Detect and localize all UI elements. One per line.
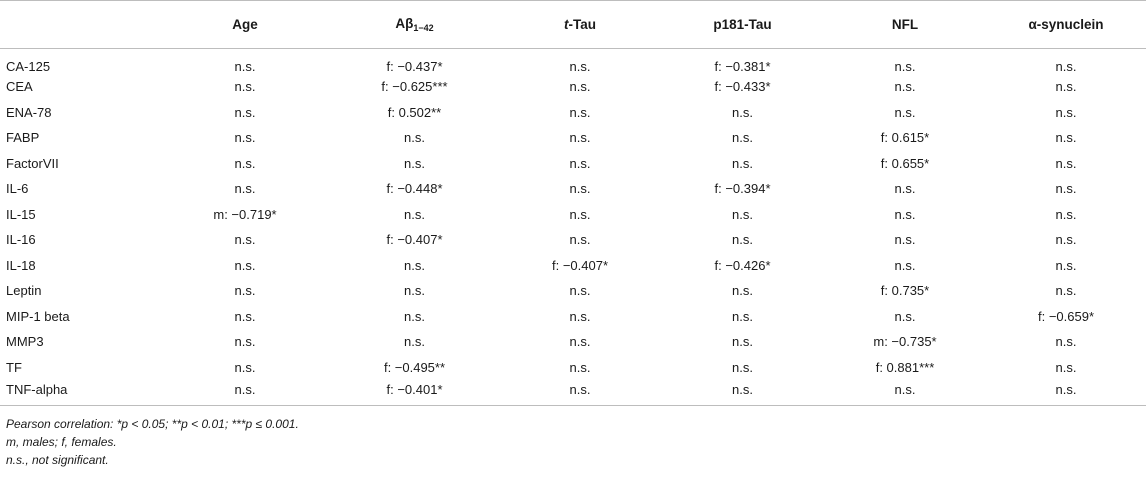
table-row xyxy=(0,380,1146,406)
table-cell: n.s. xyxy=(404,206,425,222)
table-cell: f: −0.394* xyxy=(714,181,771,197)
table-cell: n.s. xyxy=(894,206,916,222)
table-cell: n.s. xyxy=(824,380,986,406)
table-cell: n.s. xyxy=(732,283,753,299)
header-cell-abeta xyxy=(330,1,499,49)
table-cell: n.s. xyxy=(404,283,425,299)
table-cell: f: 0.615* xyxy=(880,130,930,146)
table-cell: f: 0.735* xyxy=(880,283,930,299)
table-cell: n.s. xyxy=(404,155,425,171)
table-cell: n.s. xyxy=(404,257,425,273)
row-label: CA-125 xyxy=(6,58,51,74)
table-cell: n.s. xyxy=(234,334,256,350)
row-label: IL-16 xyxy=(6,232,36,248)
table-row xyxy=(0,49,1146,75)
header-cell-t-tau xyxy=(499,1,661,49)
table-cell: n.s. xyxy=(732,308,753,324)
table-cell: f: −0.401* xyxy=(330,380,499,406)
row-label: TNF-alpha xyxy=(0,380,160,406)
table-row xyxy=(0,74,1146,100)
table-cell: n.s. xyxy=(234,79,256,95)
table-cell: n.s. xyxy=(569,181,591,197)
row-label: FABP xyxy=(6,130,40,146)
header-cell-age: Age xyxy=(160,1,330,49)
row-label: Leptin xyxy=(6,283,42,299)
row-label: TF xyxy=(6,359,22,375)
table-cell: n.s. xyxy=(1055,257,1077,273)
table-row xyxy=(0,151,1146,177)
table-cell: m: −0.719* xyxy=(213,206,277,222)
header-abeta-sub: 1−42 xyxy=(413,23,434,33)
table-cell: n.s. xyxy=(569,58,591,74)
table-cell: n.s. xyxy=(569,104,591,120)
table-cell: n.s. xyxy=(1055,130,1077,146)
table-cell: n.s. xyxy=(732,130,753,146)
header-t-tau-rest: -Tau xyxy=(568,17,596,32)
table-row xyxy=(0,227,1146,253)
footnote-sex-abbrev: m, males; f, females. xyxy=(6,435,117,449)
header-row xyxy=(0,1,1146,49)
table-cell: n.s. xyxy=(234,257,256,273)
table-cell: n.s. xyxy=(894,58,916,74)
table-cell: n.s. xyxy=(894,232,916,248)
table-cell: n.s. xyxy=(234,155,256,171)
row-label: CEA xyxy=(6,79,33,95)
table-cell: n.s. xyxy=(569,359,591,375)
table-cell: n.s. xyxy=(732,359,753,375)
header-t-tau-italic: t xyxy=(564,17,569,32)
table-cell: f: −0.437* xyxy=(386,58,443,74)
table-cell: n.s. xyxy=(404,334,425,350)
table-header xyxy=(0,1,1146,49)
header-cell-p181-tau: p181-Tau xyxy=(661,1,824,49)
table-cell: n.s. xyxy=(404,308,425,324)
table-cell: m: −0.735* xyxy=(873,334,937,350)
table-cell: n.s. xyxy=(894,308,916,324)
table-cell: f: −0.381* xyxy=(714,58,771,74)
table-cell: n.s. xyxy=(1055,334,1077,350)
table-cell: f: −0.407* xyxy=(551,257,609,273)
table-cell: n.s. xyxy=(894,104,916,120)
table-cell: n.s. xyxy=(499,380,661,406)
table-cell: n.s. xyxy=(234,308,256,324)
footnote-pearson: Pearson correlation: *p < 0.05; **p < 0.01; ***p ≤ 0.001. xyxy=(6,417,299,431)
table-cell: f: −0.625*** xyxy=(381,79,448,95)
table-cell: f: −0.433* xyxy=(714,79,771,95)
table-cell: n.s. xyxy=(569,206,591,222)
table-cell: n.s. xyxy=(1055,58,1077,74)
table-cell: n.s. xyxy=(661,380,824,406)
table-cell: n.s. xyxy=(569,130,591,146)
table-cell: n.s. xyxy=(569,308,591,324)
table-cell: n.s. xyxy=(1055,206,1077,222)
table-cell: n.s. xyxy=(569,79,591,95)
table-cell: n.s. xyxy=(894,79,916,95)
table-cell: n.s. xyxy=(1055,283,1077,299)
row-label: MIP-1 beta xyxy=(6,308,70,324)
table-cell: f: 0.655* xyxy=(880,155,930,171)
table-cell: n.s. xyxy=(234,104,256,120)
row-label: FactorVII xyxy=(6,155,59,171)
table-body xyxy=(0,49,1146,406)
table-cell: n.s. xyxy=(1055,181,1077,197)
table-cell: n.s. xyxy=(234,181,256,197)
table-cell: n.s. xyxy=(732,104,753,120)
table-cell: n.s. xyxy=(1055,155,1077,171)
table-cell: n.s. xyxy=(732,334,753,350)
table-cell: n.s. xyxy=(1055,232,1077,248)
row-label: ENA-78 xyxy=(6,104,52,120)
table-cell: n.s. xyxy=(234,58,256,74)
footnote-ns: n.s., not significant. xyxy=(6,453,109,467)
row-label: IL-15 xyxy=(6,206,36,222)
table-row xyxy=(0,355,1146,381)
table-cell: n.s. xyxy=(986,380,1146,406)
table-cell: n.s. xyxy=(1055,79,1077,95)
table-row xyxy=(0,176,1146,202)
table-row xyxy=(0,329,1146,355)
table-row xyxy=(0,125,1146,151)
table-cell: n.s. xyxy=(404,130,425,146)
table-cell: f: −0.495** xyxy=(383,359,446,375)
table-cell: n.s. xyxy=(732,155,753,171)
table-row xyxy=(0,202,1146,228)
table-cell: n.s. xyxy=(1055,359,1077,375)
table-row xyxy=(0,304,1146,330)
table-cell: n.s. xyxy=(732,206,753,222)
header-cell-alpha-synuclein: α-synuclein xyxy=(986,1,1146,49)
table-cell: n.s. xyxy=(569,155,591,171)
table-cell: n.s. xyxy=(234,130,256,146)
table-cell: n.s. xyxy=(569,334,591,350)
table-footnotes xyxy=(0,406,1146,469)
table-cell: n.s. xyxy=(569,232,591,248)
table-cell: f: −0.448* xyxy=(386,181,443,197)
header-cell-nfl: NFL xyxy=(824,1,986,49)
table-cell: n.s. xyxy=(569,283,591,299)
table-cell: n.s. xyxy=(234,232,256,248)
table-cell: n.s. xyxy=(160,380,330,406)
table-cell: n.s. xyxy=(234,283,256,299)
table-cell: n.s. xyxy=(1055,104,1077,120)
table-row xyxy=(0,278,1146,304)
table-cell: n.s. xyxy=(234,359,256,375)
table-cell: f: −0.659* xyxy=(1037,308,1095,324)
row-label: IL-6 xyxy=(6,181,29,197)
table-cell: n.s. xyxy=(732,232,753,248)
table-cell: f: −0.407* xyxy=(386,232,443,248)
table-row xyxy=(0,100,1146,126)
row-label: IL-18 xyxy=(6,257,36,273)
header-cell-empty xyxy=(0,1,160,49)
table-cell: f: 0.502** xyxy=(387,104,442,120)
table-cell: n.s. xyxy=(894,181,916,197)
table-cell: f: −0.426* xyxy=(714,257,771,273)
row-label: MMP3 xyxy=(6,334,44,350)
table-cell: f: 0.881*** xyxy=(875,359,935,375)
table-cell: n.s. xyxy=(894,257,916,273)
header-abeta-main: Aβ xyxy=(395,16,414,31)
table-row xyxy=(0,253,1146,279)
